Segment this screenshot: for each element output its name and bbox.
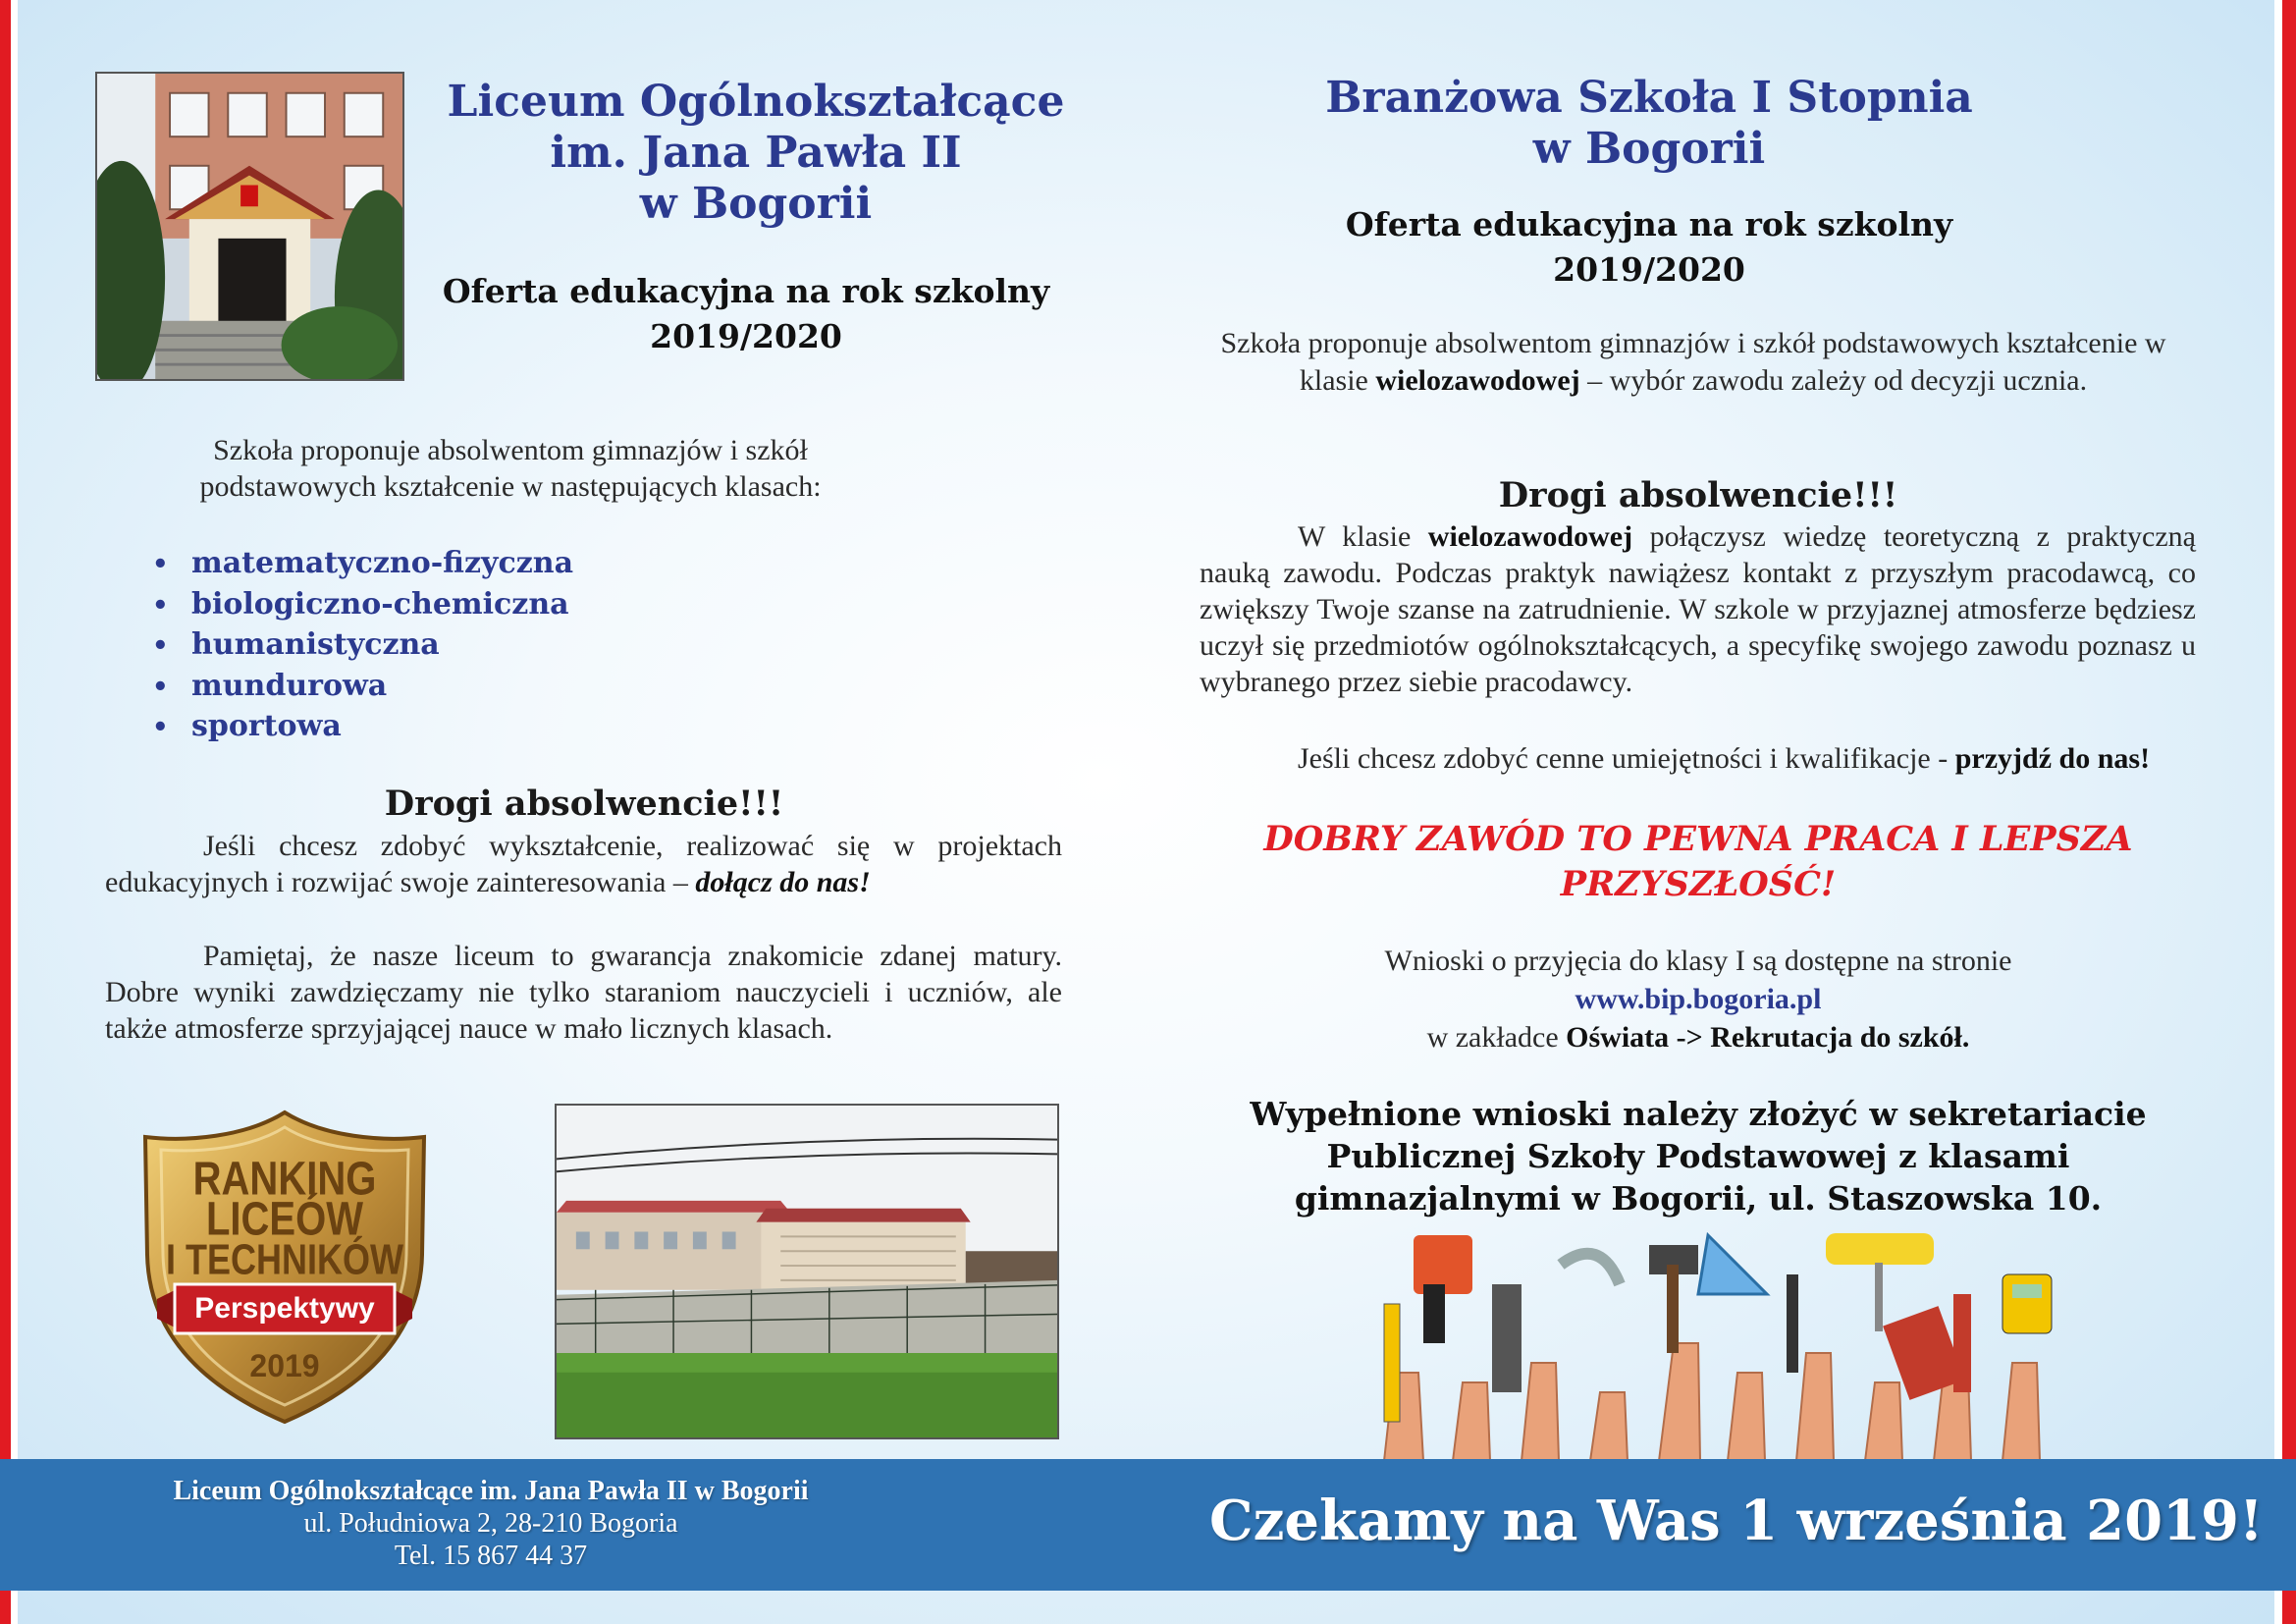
footer-phone: Tel. 15 867 44 37 bbox=[394, 1541, 588, 1571]
list-item bbox=[152, 585, 573, 626]
left-offer-title-line: 2019/2020 bbox=[650, 317, 842, 355]
bullet-icon: • bbox=[152, 672, 169, 702]
right-para1-bold: wielozawodowej bbox=[1427, 520, 1633, 553]
badge-ribbon-text: Perspektywy bbox=[194, 1292, 375, 1325]
left-school-title bbox=[393, 77, 1119, 230]
left-para1-join: dołącz do nas! bbox=[695, 866, 871, 898]
badge-licea-text: LICEÓW bbox=[206, 1193, 363, 1246]
right-offer-title-line: Oferta edukacyjna na rok szkolny bbox=[1345, 205, 1953, 244]
left-para1-text: Jeśli chcesz zdobyć wykształcenie, realizować się w projektach edukacyjnych i rozwijać swoje zainteresowania – bbox=[105, 830, 1062, 898]
right-submit-note bbox=[1198, 1093, 2199, 1219]
school-entrance-photo bbox=[95, 72, 404, 381]
left-greeting: Drogi absolwencie!!! bbox=[384, 784, 784, 824]
right-intro-bold: wielozawodowej bbox=[1375, 364, 1580, 397]
right-red-border bbox=[2282, 0, 2296, 1624]
left-offer-title bbox=[412, 269, 1080, 359]
footer-school-name: Liceum Ogólnokształcące im. Jana Pawła II w Bogorii bbox=[173, 1476, 809, 1506]
right-offer-title-line: 2019/2020 bbox=[1553, 250, 1745, 289]
right-para1-text: W klasie bbox=[1298, 520, 1428, 553]
left-school-title-line: im. Jana Pawła II bbox=[550, 128, 962, 178]
bullet-icon: • bbox=[152, 550, 169, 579]
right-intro-end: – wybór zawodu zależy od decyzji ucznia. bbox=[1579, 364, 2088, 397]
footer-slogan: Czekamy na Was 1 września 2019! bbox=[1209, 1489, 2264, 1553]
left-school-title-line: Liceum Ogólnokształcące bbox=[447, 77, 1065, 127]
list-item bbox=[152, 707, 573, 748]
bip-link[interactable]: www.bip.bogoria.pl bbox=[1575, 983, 1822, 1015]
right-slogan bbox=[1207, 817, 2189, 907]
list-item bbox=[152, 667, 573, 708]
applications-tab-path: Oświata -> Rekrutacja do szkół. bbox=[1566, 1021, 1970, 1054]
bullet-icon: • bbox=[152, 631, 169, 661]
class-name: matematyczno-fizyczna bbox=[191, 546, 574, 580]
right-paragraph-2 bbox=[1200, 740, 2196, 777]
submit-note-line: Publicznej Szkoły Podstawowej z klasami bbox=[1326, 1137, 2070, 1175]
list-item bbox=[152, 625, 573, 667]
badge-technika-text: I TECHNIKÓW bbox=[166, 1234, 403, 1283]
right-white-border bbox=[2274, 0, 2282, 1624]
right-slogan-line: DOBRY ZAWÓD TO PEWNA PRACA I LEPSZA bbox=[1263, 819, 2133, 859]
left-white-border bbox=[11, 0, 18, 1624]
badge-year-text: 2019 bbox=[249, 1348, 320, 1383]
right-intro bbox=[1188, 325, 2199, 400]
right-greeting: Drogi absolwencie!!! bbox=[1498, 475, 1898, 515]
right-school-title bbox=[1276, 73, 2022, 175]
left-class-list bbox=[152, 544, 573, 748]
class-name: biologiczno-chemiczna bbox=[191, 586, 569, 622]
submit-note-line: gimnazjalnymi w Bogorii, ul. Staszowska 10. bbox=[1294, 1179, 2103, 1218]
ranking-badge bbox=[137, 1108, 432, 1427]
right-paragraph-1 bbox=[1200, 518, 2196, 700]
footer-address: ul. Południowa 2, 28-210 Bogoria bbox=[303, 1508, 678, 1539]
bullet-icon: • bbox=[152, 590, 169, 621]
right-applications bbox=[1207, 942, 2189, 1056]
right-intro-text: Szkoła proponuje absolwentom gimnazjów i szkół podstawowych kształcenie w klasie bbox=[1220, 327, 2166, 397]
class-name: humanistyczna bbox=[191, 627, 440, 662]
hands-with-tools-illustration bbox=[1364, 1225, 2091, 1461]
left-red-border bbox=[0, 0, 11, 1624]
class-name: mundurowa bbox=[191, 668, 388, 703]
left-paragraph-1 bbox=[105, 828, 1062, 900]
left-paragraph-2: Pamiętaj, że nasze liceum to gwarancja znakomicie zdanej matury. Dobre wyniki zawdzięczamy nie tylko staraniom nauczycieli i uczniów, ale także atmosferze sprzyjającej nauce w mało licznych klasach. bbox=[105, 940, 1062, 1045]
right-para2-bold: przyjdź do nas! bbox=[1954, 742, 2151, 775]
right-para2-text: Jeśli chcesz zdobyć cenne umiejętności i kwalifikacje - bbox=[1298, 742, 1955, 775]
right-para1-rest: połączysz wiedzę teoretyczną z praktyczną nauką zawodu. Podczas praktyk nawiążesz kontakt z przyszłym pracodawcą, co zwiększy Twoje szanse na zatrudnienie. W szkole w przyjaznej atmosferze będziesz uczył się przedmiotów ogólnokształcących, a specyfikę swojego zawodu poznasz u wybranego przez siebie pracodawcy. bbox=[1200, 520, 2197, 698]
right-school-title-line: Branżowa Szkoła I Stopnia bbox=[1325, 73, 1973, 123]
bullet-icon: • bbox=[152, 713, 169, 742]
badge-ranking-text: RANKING bbox=[192, 1153, 377, 1206]
school-building-photo bbox=[555, 1104, 1059, 1439]
class-name: sportowa bbox=[191, 709, 342, 743]
right-school-title-line: w Bogorii bbox=[1532, 124, 1766, 174]
right-slogan-line: PRZYSZŁOŚĆ! bbox=[1560, 864, 1837, 904]
applications-tab-text: w zakładce bbox=[1426, 1021, 1567, 1054]
footer-contact bbox=[0, 1475, 982, 1572]
left-offer-title-line: Oferta edukacyjna na rok szkolny bbox=[442, 272, 1050, 310]
left-intro: Szkoła proponuje absolwentom gimnazjów i szkół podstawowych kształcenie w następujących klasach: bbox=[199, 434, 822, 503]
applications-line: Wnioski o przyjęcia do klasy I są dostępne na stronie bbox=[1384, 945, 2012, 977]
list-item bbox=[152, 544, 573, 585]
submit-note-line: Wypełnione wnioski należy złożyć w sekretariacie bbox=[1250, 1095, 2147, 1133]
left-school-title-line: w Bogorii bbox=[639, 179, 873, 229]
right-offer-title bbox=[1306, 202, 1993, 293]
